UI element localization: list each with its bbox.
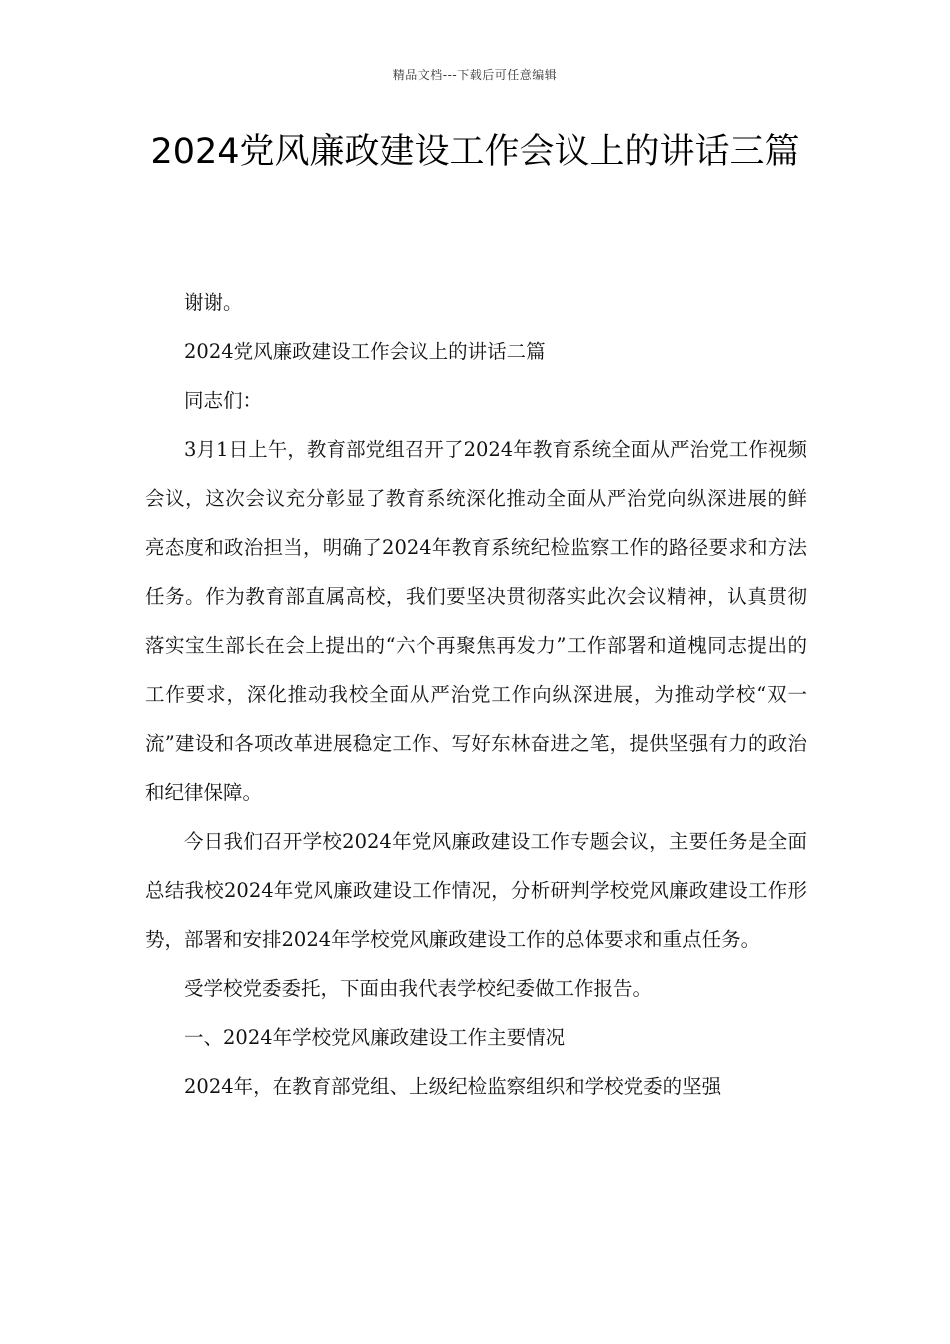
paragraph: 2024年，在教育部党组、上级纪检监察组织和学校党委的坚强: [184, 1075, 722, 1098]
paragraph: 3月1日上午，教育部党组召开了2024年教育系统全面从严治党工作视频会议，这次会议充分彰显了教育系统深化推动全面从严治党向纵深进展的鲜亮态度和政治担当，明确了2024年教育系统纪检监察工作的路径要求和方法任务。作为教育部直属高校，我们要坚决贯彻落实此次会议精神，认真贯彻落实宝生部长在会上提出的“六个再聚焦再发力”工作部署和道槐同志提出的工作要求，深化推动我校全面从严治党工作向纵深进展，为推动学校“双一流”建设和各项改革进展稳定工作、写好东林奋进之笔，提供坚强有力的政治和纪律保障。: [145, 438, 807, 804]
paragraph: 同志们：: [184, 389, 263, 412]
document-title: 2024党风廉政建设工作会议上的讲话三篇: [150, 132, 800, 172]
section-heading: 一、2024年学校党风廉政建设工作主要情况: [184, 1026, 566, 1049]
paragraph: 谢谢。: [184, 291, 243, 314]
header-note: 精品文档---下载后可任意编辑: [392, 68, 558, 82]
paragraph: 2024党风廉政建设工作会议上的讲话二篇: [184, 340, 546, 363]
document-body: [145, 278, 807, 1111]
paragraph: 今日我们召开学校2024年党风廉政建设工作专题会议，主要任务是全面总结我校2024年党风廉政建设工作情况，分析研判学校党风廉政建设工作形势，部署和安排2024年学校党风廉政建设工作的总体要求和重点任务。: [145, 830, 807, 951]
paragraph: 受学校党委委托，下面由我代表学校纪委做工作报告。: [184, 977, 653, 1000]
